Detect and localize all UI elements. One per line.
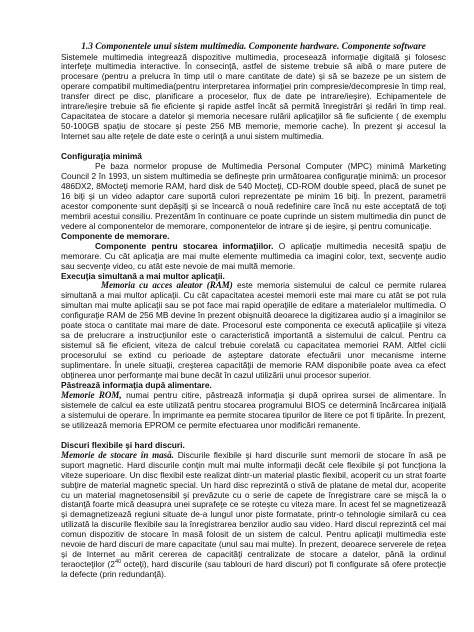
config-paragraph: Pe baza normelor propuse de Multimedia Personal Computer (MPC) minimă Marketing Council 2 în 1993, un sistem multimedia se defineşte prin următoarea configuraţie minimă: un procesor 486DX2, 8Mocteţi memorie RAM, hard disk de 540 Mocteţi, CD-ROM double speed, placă de sunet pe 16 biţi şi un video adaptor care suportă culori reprezentate pe minim 16 biţi. În prezent, parametrii acestor componente sunt depăşiţi şi se încearcă o nouă redefinire care încă nu este acceptată de toţi membrii acestui consiliu. Prezentăm în continuare ce poate cuprinde un sistem multimedia din punct de vedere al componentelor de memorare, componentelor de intrare şi de ieşire, şi pentru comunicaţie. [61,161,446,231]
storage-lead: Componente pentru stocarea informaţiilor. [95,240,274,251]
execution-paragraph [61,281,446,381]
disks-paragraph [61,451,446,580]
storage-paragraph [61,242,446,272]
retention-lead: Memorie ROM, [61,389,122,400]
config-heading: Configuraţia minimă [61,151,142,162]
intro-paragraph: Sistemele multimedia integrează dispozitive multimedia, procesează informaţie digitală şi folosesc interfeţe multimedia interactive. În consecinţă, astfel de sisteme trebuie să aibă o mare putere de procesare (pentru a prelucra în timp util o mare cantitate de date) şi să se bazeze pe un sistem de operare compatibil multimedia(pentru interpretarea informaţiei prin compresie/decompresie în timp real, transfer direct pe disc, planificare a proceselor, flux de date pe intrare/ieşire). Echipamentele de intrare/ieşire trebuie să fie eficiente şi rapide astfel încât să permită înregistrări şi redări în timp real. Capacitatea de stocare a datelor şi memoria necesare rulării aplicaţiilor să fie suficiente ( de exemplu 50-100GB spaţiu de stocare şi peste 256 MB memorie, memorie cache). În prezent şi accesul la Internet sau alte reţele de date este o cerinţă a unui sistem multimedia. [61,51,446,142]
memory-heading: Componente de memorare. [61,230,170,241]
retention-text: numai pentru citire, păstrează informaţia şi după oprirea sursei de alimentare. În sistemele de calcul ea este utilizată pentru stocarea programului BIOS ce determină încărcarea iniţială a sistemului de operare. În imprimante ea permite stocarea tipurilor de litere ce pot fi tipărite. În prezent, se utilizează memoria EPROM ce permite efectuarea unor modificări remanente. [61,389,447,430]
retention-paragraph [61,391,446,431]
disks-superscript: 40 [114,559,122,566]
document-page [61,42,446,580]
disks-text-2: octeţi), hard discurile (sau tablouri de hard discuri) pot fi configurate să ofere protecţie la defecte (prin redundanţă). [61,559,447,580]
section-title: 1.3 Componentele unui sistem multimedia. Componente hardware. Componente software [81,42,426,52]
disks-lead: Memorie de stocare în masă. [61,449,174,460]
disks-text-1: Discurile flexibile şi hard discurile sunt memorii de stocare în asă pe suport magnetic. Hard discurile conţin mult mai multe informaţii decât cele flexibile şi pot funcţiona la viteze superioare. Un disc flexibil este realizat dintr-un material plastic flexibil, acoperit cu un strat foarte subţire de material magnetic special. Un hard disc reprezintă o stivă de platane de metal dur, acoperite cu un material magnetosensibil şi prevăzute cu o serie de capete de înregistrare care se mişcă la o distanţă foarte mică deasupra unei suprafeţe ce se roteşte cu viteza mare. În acest fel se magnetizează şi demagnetizează regiuni situate de-a lungul unor piste formatate, printr-o tehnologie similară cu cea utilizată la discurile flexibile sau la înregistrarea benzilor audio sau video. Hard discul reprezintă cel mai comun dispozitiv de stocare în masă folosit de un sistem de calcul. Pentru aplicaţii multimedia este nevoie de hard discuri de mare capacitate (unul sau mai multe). În prezent, deoarece serverele de reţea şi de Internet au mărit cererea de capacităţi centralizate de stocare a datelor, până la ordinul teraocteţilor (2 [61,449,446,570]
disks-heading: Discuri flexibile şi hard discuri. [61,439,185,450]
execution-text: este memoria sistemului de calcul ce permite rularea simultană a mai multor aplicaţii. Cu cât capacitatea acestei memorii este mai mare cu atât se pot rula simultan mai multe aplicaţii sau se pot face mai rapid operaţiile de editare a materialelor multimedia. O configuraţie RAM de 256 MB devine în prezent obişnuită deoarece la digitizarea audio şi a imaginilor se poate stoca o cantitate mai mare de date. Procesorul este componenta ce execută aplicaţiile şi viteza sa de prelucrare a instrucţiunilor este o caracteristică importantă a sistemului de calcul. Pentru ca sistemul să fie eficient, viteza de calcul trebuie corelată cu capacitatea memoriei RAM. Altfel ciclii procesorului se extind cu perioade de aşteptare datorate efectuării unor mecanisme interne suplimentare. În unele situaţii, creşterea capacităţii de memorie RAM disponibile poate avea ca efect obţinerea unor performanţe mai bune decât în cazul utilizării unui procesor superior. [61,280,446,381]
retention-heading: Păstrează informaţia după alimentare. [61,380,212,390]
execution-heading: Execuţia simultană a mai multor aplicaţii. [61,270,225,281]
storage-text: O aplicaţie multimedia necesită spaţiu de memorare. Cu cât aplicaţia are mai multe elemente multimedia ca imagini color, text, secvenţe audio sau secvenţe video, cu atât este nevoie de mai multă memorie. [61,240,446,271]
execution-lead: Memoria cu acces aleator (RAM) [101,280,233,291]
